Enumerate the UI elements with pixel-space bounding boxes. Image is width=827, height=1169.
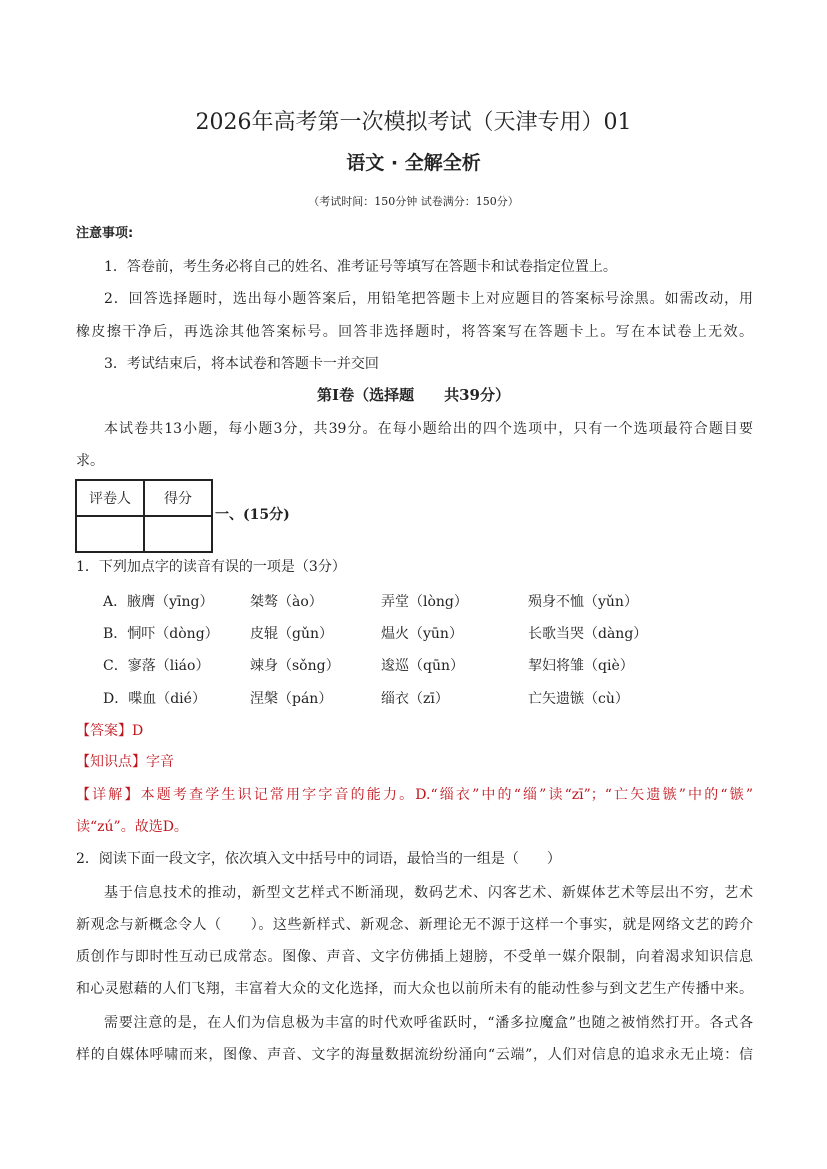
document-title: 2026年高考第一次模拟考试（天津专用）01 [195, 110, 632, 135]
notice-item: 橡皮擦干净后，再选涂其他答案标号。回答非选择题时，将答案写在答题卡上。写在本试卷上无效。 [76, 324, 753, 340]
detail-text: 本题考查学生识记常用字字音的能力。D.“缁衣”中的“缁”读“zī”；“亡矢遗镞”中的“镞” [140, 787, 753, 803]
option-c-4: 挈妇将雏（qiè） [528, 658, 634, 674]
knowledge-label: 【知识点】 [76, 754, 146, 770]
detail-label: 【详解】 [76, 787, 141, 803]
section-intro: 求。 [76, 453, 104, 469]
passage-line: 质创作与即时性互动已成常态。图像、声音、文字仿佛插上翅膀，不受单一媒介限制，向着渴求知识信息 [76, 949, 753, 965]
knowledge-value: 字音 [146, 754, 174, 770]
knowledge-line [76, 753, 174, 771]
option-b-1: B．恫吓（dòng） [103, 626, 219, 642]
score-header: 得分 [144, 480, 212, 516]
answer-line [76, 722, 143, 740]
notice-item: 3．考试结束后，将本试卷和答题卡一并交回 [104, 356, 379, 372]
section-title: 第Ⅰ卷（选择题 共39分） [317, 386, 510, 404]
detail-line [76, 786, 753, 804]
answer-label: 【答案】 [76, 723, 132, 739]
option-a-2: 桀骜（ào） [250, 594, 323, 610]
passage-line: 基于信息技术的推动，新型文艺样式不断涌现，数码艺术、闪客艺术、新媒体艺术等层出不穷，艺术 [104, 885, 753, 901]
option-c-1: C．寥落（liáo） [103, 658, 210, 674]
option-a-4: 殒身不恤（yǔn） [528, 594, 638, 610]
question-2-stem: 2．阅读下面一段文字，依次填入文中括号中的词语，最恰当的一组是（ ） [76, 851, 561, 867]
passage-line: 和心灵慰藉的人们飞翔，丰富着大众的文化选择，而大众也以前所未有的能动性参与到文艺生产传播中来。 [76, 981, 753, 997]
document-subtitle: 语文 · 全解全析 [346, 152, 481, 174]
detail-line-2: 读“zú”。故选D。 [76, 819, 188, 835]
question-1-stem: 1．下列加点字的读音有误的一项是（3分） [76, 559, 346, 575]
notice-heading: 注意事项: [76, 226, 134, 241]
passage-line: 新观念与新概念令人（ ）。这些新样式、新观念、新理论无不源于这样一个事实，就是网络文艺的跨介 [76, 917, 753, 933]
passage-line: 样的自媒体呼啸而来，图像、声音、文字的海量数据流纷纷涌向“云端”，人们对信息的追求永无止境：信 [76, 1047, 753, 1063]
score-cell [144, 516, 212, 552]
answer-value: D [132, 723, 144, 739]
option-a-1: A．腋膺（yīng） [103, 594, 214, 610]
section-intro: 本试卷共13小题，每小题3分，共39分。在每小题给出的四个选项中，只有一个选项最符合题目要 [104, 421, 753, 437]
option-d-2: 涅槃（pán） [250, 691, 333, 707]
notice-item: 1．答卷前，考生务必将自己的姓名、准考证号等填写在答题卡和试卷指定位置上。 [104, 259, 617, 275]
option-a-3: 弄堂（lòng） [381, 594, 468, 610]
option-b-4: 长歌当哭（dàng） [528, 626, 648, 642]
option-d-1: D．喋血（dié） [103, 691, 206, 707]
exam-info: （考试时间：150分钟 试卷满分：150分） [308, 195, 519, 208]
notice-item: 2．回答选择题时，选出每小题答案后，用铅笔把答题卡上对应题目的答案标号涂黑。如需改动，用 [104, 291, 753, 307]
grade-table [75, 479, 213, 553]
option-b-3: 煴火（yūn） [381, 626, 463, 642]
option-c-3: 逡巡（qūn） [381, 658, 464, 674]
part-label: 一、(15分) [215, 507, 290, 523]
reviewer-cell [76, 516, 144, 552]
passage-line: 需要注意的是，在人们为信息极为丰富的时代欢呼雀跃时，“潘多拉魔盒”也随之被悄然打开。各式各 [104, 1015, 753, 1031]
option-d-4: 亡矢遗镞（cù） [528, 691, 629, 707]
reviewer-header: 评卷人 [76, 480, 144, 516]
option-c-2: 竦身（sǒng） [250, 658, 340, 674]
option-d-3: 缁衣（zī） [381, 691, 449, 707]
option-b-2: 皮辊（gǔn） [250, 626, 333, 642]
